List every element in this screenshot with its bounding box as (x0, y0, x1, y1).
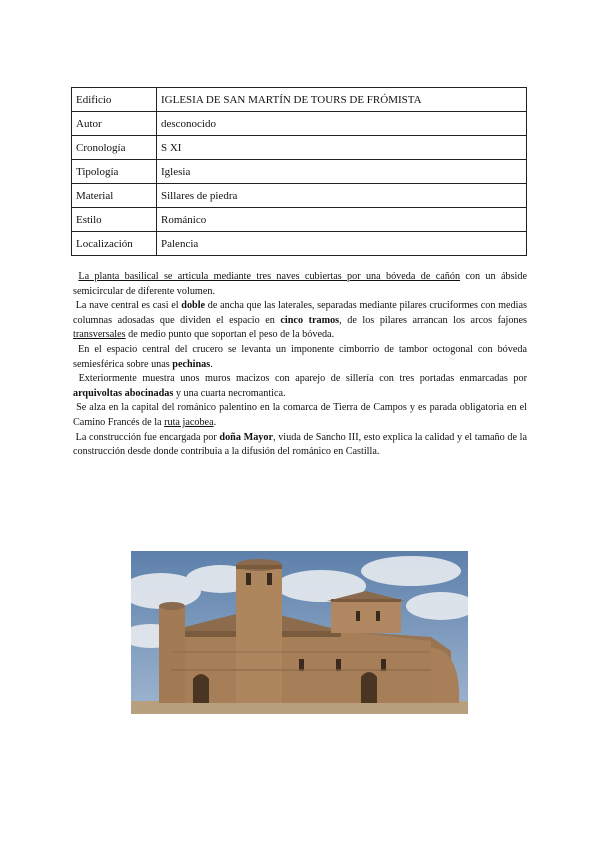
bold-term: doble (181, 300, 206, 312)
row-value: desconocido (157, 112, 527, 136)
text-run: de medio punto que soportan el peso de la bóveda. (125, 329, 335, 341)
underlined-term: transversales (73, 329, 126, 341)
text-run: Se alza en la capital del románico palentino en la comarca de Tierra de Campos y es parada obligatoria en el Camino Francés de la (73, 402, 528, 428)
church-illustration (131, 551, 468, 714)
info-table (71, 87, 527, 256)
table-row (72, 136, 527, 160)
table-row (72, 112, 527, 136)
church-photo (131, 551, 468, 714)
row-value: S XI (157, 136, 527, 160)
paragraph-crucero (73, 343, 527, 372)
underlined-phrase: La planta basilical se articula mediante tres naves cubiertas por una bóveda de cañón (78, 271, 461, 282)
bold-term: doña Mayor (219, 431, 274, 443)
paragraph-construccion (73, 431, 527, 460)
row-value: Palencia (157, 232, 527, 256)
paragraph-nave (73, 299, 527, 343)
row-key: Localización (72, 232, 157, 256)
table-row (72, 160, 527, 184)
table-row (72, 88, 527, 112)
table-row (72, 184, 527, 208)
bold-term: cinco tramos (280, 314, 340, 326)
bold-term: arquivoltas abocinadas (73, 387, 174, 399)
underlined-term: ruta jacobea (164, 416, 214, 428)
row-key: Autor (72, 112, 157, 136)
text-run: . (213, 416, 217, 428)
text-run: La construcción fue encargada por (75, 431, 220, 443)
row-value: Románico (157, 208, 527, 232)
paragraph-ubicacion (73, 401, 527, 430)
text-run: de ancha que las laterales, separadas mediante pilares cruciformes con medias columnas adosadas que dividen el espacio en (73, 300, 527, 326)
row-value: Sillares de piedra (157, 184, 527, 208)
text-run: y una cuarta necromantica. (173, 387, 286, 399)
text-run: , de los pilares arrancan los arcos fajones (339, 314, 527, 326)
text-run: Exteriormente muestra unos muros macizos con aparejo de sillería con tres portadas enmarcadas por (78, 373, 527, 385)
text-run: La nave central es casi el (75, 300, 182, 312)
row-key: Material (72, 184, 157, 208)
table-row (72, 232, 527, 256)
row-value: IGLESIA DE SAN MARTÍN DE TOURS DE FRÓMISTA (157, 88, 527, 112)
paragraph-planta (73, 270, 527, 299)
row-key: Tipología (72, 160, 157, 184)
table-row (72, 208, 527, 232)
text-run: con un ábside semicircular de diferente volumen. (73, 271, 527, 297)
body-text (73, 270, 527, 460)
paragraph-exterior (73, 372, 527, 401)
text-run: , viuda de Sancho III, esto explica la calidad y el tamaño de la construcción desde donde contribuia a la difusión del románico en Castilla. (73, 431, 528, 458)
row-key: Cronología (72, 136, 157, 160)
bold-term: pechinas (172, 358, 211, 370)
text-run: . (210, 358, 213, 370)
row-key: Edificio (72, 88, 157, 112)
row-value: Iglesia (157, 160, 527, 184)
row-key: Estilo (72, 208, 157, 232)
text-run: En el espacio central del crucero se levanta un imponente cimborrio de tambor octogonal con bóveda semiesférica sobre unas (73, 343, 528, 370)
